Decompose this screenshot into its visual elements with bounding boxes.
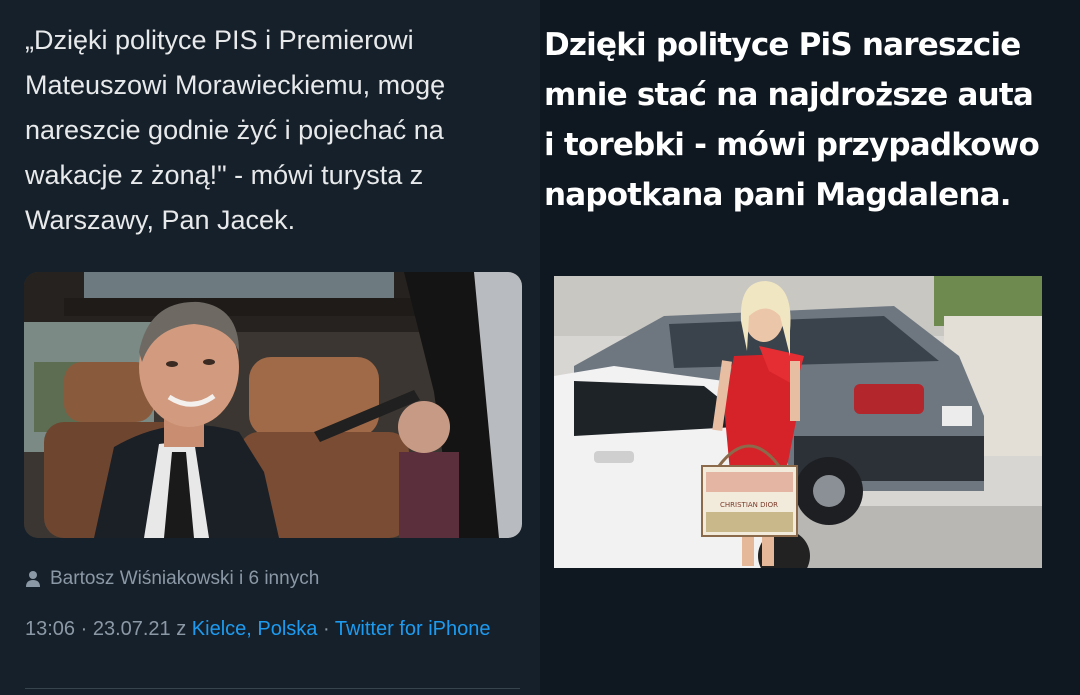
meta-separator: · [317,618,335,640]
meme-panel [540,0,1080,695]
car-interior-illustration [24,272,522,538]
tagged-users[interactable] [25,568,319,590]
divider [25,688,520,689]
tweet-text: „Dzięki polityce PIS i Premierowi Mateuszowi Morawieckiemu, mogę nareszcie godnie żyć i pojechać na wakacje z żoną!" - mówi turysta z Warszawy, Pan Jacek. [25,25,446,235]
tweet-photo-car-interior[interactable] [24,272,522,538]
tweet-source-link[interactable]: Twitter for iPhone [334,618,491,640]
meme-caption: Dzięki polityce PiS nareszcie mnie stać na najdroższe auta i torebki - mówi przypadkowo napotkana pani Magdalena. [544,27,1040,213]
bag-label: CHRISTIAN DIOR [720,501,778,509]
person-icon [25,570,41,588]
tweet-timestamp: 13:06 · 23.07.21 z [25,618,192,640]
woman-with-cars-illustration [554,276,1042,568]
tweet-metadata [25,615,495,644]
meme-photo-woman-cars[interactable] [554,276,1042,568]
tagged-users-label: Bartosz Wiśniakowski i 6 innych [50,568,320,589]
tweet-location-link[interactable]: Kielce, Polska [191,618,318,640]
